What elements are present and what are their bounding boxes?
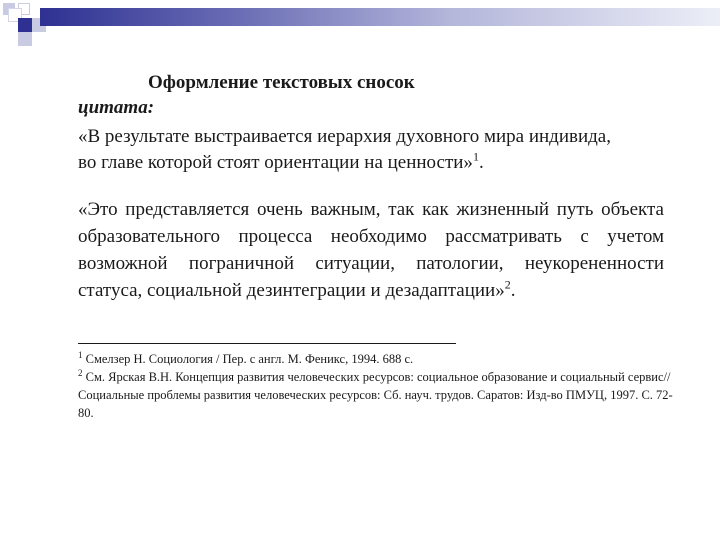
footnote-ref-1: 1 bbox=[472, 149, 479, 164]
footnote-2-text: См. Ярская В.Н. Концепция развития человеческих ресурсов: социальное образование и социальный сервис// Социальные проблемы развития человеческих ресурсов: Сб. науч. трудов. Саратов: Изд-во ПМУЦ, 1997. С. 72-80. bbox=[78, 370, 673, 420]
quote-2-tail: . bbox=[510, 280, 516, 301]
footnotes bbox=[78, 350, 678, 422]
decor-square bbox=[18, 32, 32, 46]
footnote-1 bbox=[78, 350, 678, 368]
quote-block-2 bbox=[78, 196, 664, 304]
footnote-2 bbox=[78, 368, 678, 422]
quote-1-tail: . bbox=[478, 152, 484, 173]
footnote-1-number: 1 bbox=[78, 349, 83, 360]
decor-square-accent bbox=[18, 18, 32, 32]
quote-1-line-1: «В результате выстраивается иерархия духовного мира индивида, bbox=[78, 126, 611, 147]
quote-label: цитата: bbox=[78, 97, 155, 118]
quote-2-text: «Это представляется очень важным, так как жизненный путь объекта образовательного процесса необходимо рассматривать с учетом возможной пограничной ситуации, патологии, неукорененности статуса, социальной дезинтеграции и дезадаптации» bbox=[78, 199, 664, 301]
quote-block-1 bbox=[78, 124, 698, 176]
footnote-1-text: Смелзер Н. Социология / Пер. с англ. М. Феникс, 1994. 688 с. bbox=[82, 352, 414, 366]
footnote-2-number: 2 bbox=[78, 367, 83, 378]
slide-title: Оформление текстовых сносок bbox=[148, 72, 415, 93]
header-gradient-bar bbox=[40, 8, 720, 26]
footnote-ref-2: 2 bbox=[504, 277, 511, 292]
quote-1-line-2: во главе которой стоят ориентации на ценности» bbox=[78, 152, 473, 173]
footnote-divider bbox=[78, 343, 456, 344]
